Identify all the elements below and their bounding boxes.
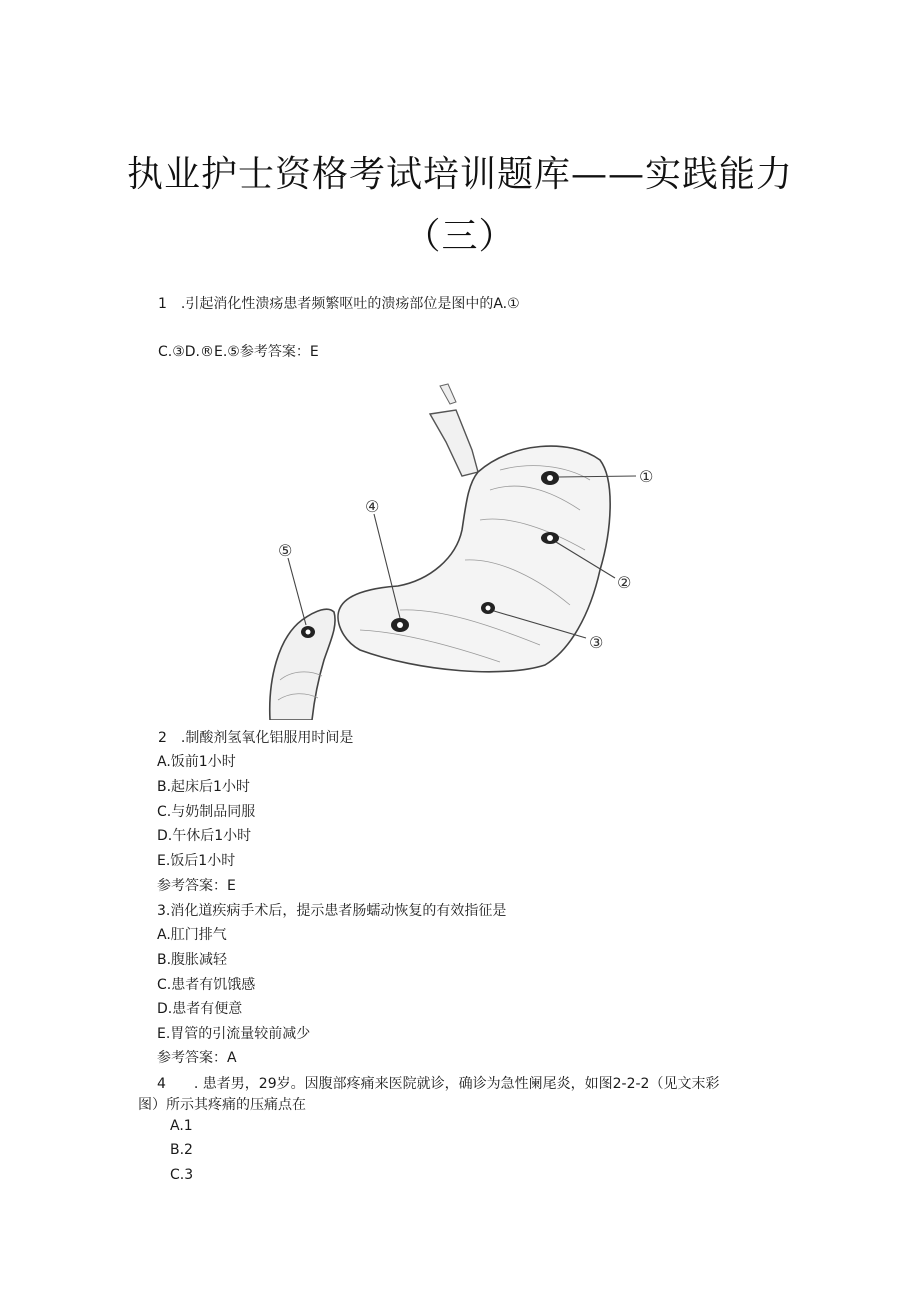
page-title: 执业护士资格考试培训题库——实践能力: [126, 154, 793, 195]
duodenum-shape: [270, 609, 335, 720]
q3-option-e: E.胃管的引流量较前减少: [157, 1026, 311, 1042]
q2-option-d: D.午休后1小时: [157, 828, 252, 844]
stomach-shape: [338, 446, 610, 672]
q3-option-c: C.患者有饥饿感: [157, 977, 256, 993]
q3-option-d: D.患者有便意: [157, 1001, 243, 1017]
q4-option-a: A.1: [170, 1118, 193, 1134]
q1-stem: 1 .引起消化性溃疡患者频繁呕吐的溃疡部位是图中的A.①: [158, 296, 520, 312]
esophagus-shape: [430, 410, 478, 476]
q3-answer: 参考答案：A: [157, 1050, 237, 1066]
q2-option-b: B.起床后1小时: [157, 779, 250, 795]
q4-option-b: B.2: [170, 1142, 193, 1158]
q2-stem: 2 .制酸剂氢氧化铝服用时间是: [158, 730, 354, 746]
figure-label-3: ③: [589, 633, 604, 652]
q2-option-a: A.饭前1小时: [157, 754, 236, 770]
q1-options-answer: C.③D.®E.⑤参考答案：E: [158, 344, 319, 360]
q3-option-a: A.肛门排气: [157, 927, 227, 943]
page-subtitle: （三）: [404, 216, 516, 257]
stomach-ulcer-figure: [250, 380, 670, 720]
q4-stem-line2: 图）所示其疼痛的压痛点在: [138, 1097, 306, 1113]
figure-label-2: ②: [617, 573, 632, 592]
q2-option-e: E.饭后1小时: [157, 853, 236, 869]
q3-stem: 3.消化道疾病手术后，提示患者肠蠕动恢复的有效指征是: [157, 903, 507, 919]
q2-answer: 参考答案：E: [157, 878, 236, 894]
q3-option-b: B.腹胀减轻: [157, 952, 228, 968]
q4-stem-line1: 4 . 患者男，29岁。因腹部疼痛来医院就诊，确诊为急性阑尾炎，如图2-2-2（见文末彩: [157, 1076, 720, 1092]
figure-label-5: ⑤: [278, 541, 293, 560]
q2-option-c: C.与奶制品同服: [157, 804, 256, 820]
figure-label-1: ①: [639, 467, 654, 486]
figure-label-4: ④: [365, 497, 380, 516]
q4-option-c: C.3: [170, 1167, 194, 1183]
